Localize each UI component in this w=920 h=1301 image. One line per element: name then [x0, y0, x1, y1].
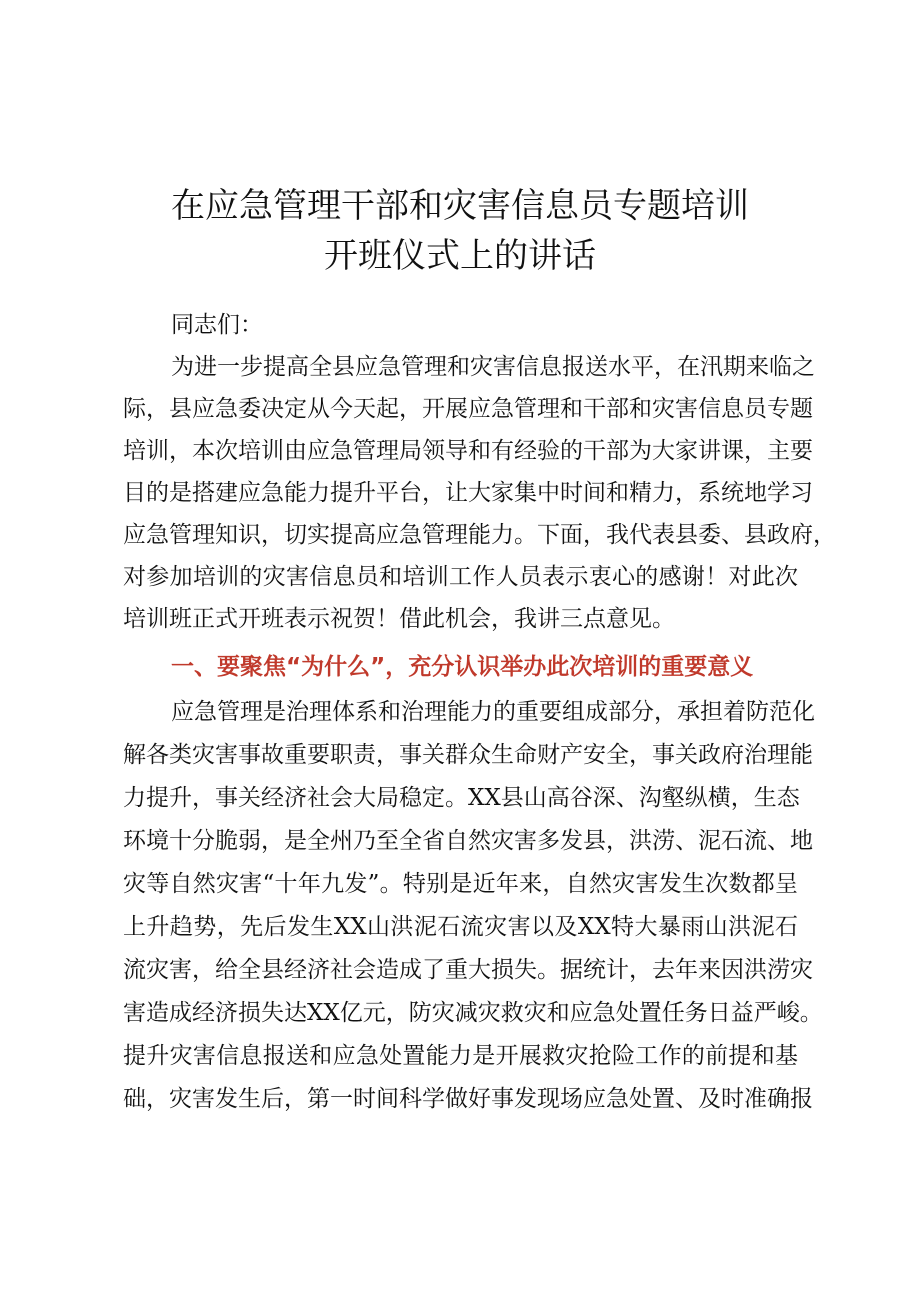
- paragraph-line: 解各类灾害事故重要职责，事关群众生命财产安全，事关政府治理能: [123, 742, 813, 768]
- paragraph-line: 培训班正式开班表示祝贺！借此机会，我讲三点意见。: [123, 606, 675, 632]
- paragraph-line: 灾等自然灾害“十年九发”。特别是近年来，自然灾害发生次数都呈: [123, 871, 798, 897]
- paragraph-line: 为进一步提高全县应急管理和灾害信息报送水平，在汛期来临之: [171, 354, 815, 380]
- paragraph-line: 提升灾害信息报送和应急处置能力是开展救灾抢险工作的前提和基: [123, 1043, 798, 1069]
- salutation: 同志们：: [171, 312, 263, 338]
- paragraph-line: 础，灾害发生后，第一时间科学做好事发现场应急处置、及时准确报: [123, 1086, 813, 1112]
- paragraph-line: 害造成经济损失达XX亿元，防灾减灾救灾和应急处置任务日益严峻。: [123, 1000, 823, 1026]
- document-title-line-1: 在应急管理干部和灾害信息员专题培训: [171, 186, 749, 226]
- document-title-line-2: 开班仪式上的讲话: [324, 236, 596, 276]
- section-heading-1: 一、要聚焦“为什么”，充分认识举办此次培训的重要意义: [171, 654, 754, 680]
- paragraph-line: 培训，本次培训由应急管理局领导和有经验的干部为大家讲课，主要: [123, 438, 813, 464]
- paragraph-line: 力提升，事关经济社会大局稳定。XX县山高谷深、沟壑纵横，生态: [123, 785, 800, 811]
- paragraph-line: 应急管理知识，切实提高应急管理能力。下面，我代表县委、县政府，: [123, 522, 836, 548]
- paragraph-line: 环境十分脆弱，是全州乃至全省自然灾害多发县，洪涝、泥石流、地: [123, 828, 813, 854]
- paragraph-line: 上升趋势，先后发生XX山洪泥石流灾害以及XX特大暴雨山洪泥石: [123, 914, 798, 940]
- paragraph-line: 应急管理是治理体系和治理能力的重要组成部分，承担着防范化: [171, 699, 815, 725]
- paragraph-line: 际，县应急委决定从今天起，开展应急管理和干部和灾害信息员专题: [123, 396, 813, 422]
- paragraph-line: 流灾害，给全县经济社会造成了重大损失。据统计，去年来因洪涝灾: [123, 957, 813, 983]
- paragraph-line: 目的是搭建应急能力提升平台，让大家集中时间和精力，系统地学习: [123, 480, 813, 506]
- paragraph-line: 对参加培训的灾害信息员和培训工作人员表示衷心的感谢！对此次: [123, 564, 798, 590]
